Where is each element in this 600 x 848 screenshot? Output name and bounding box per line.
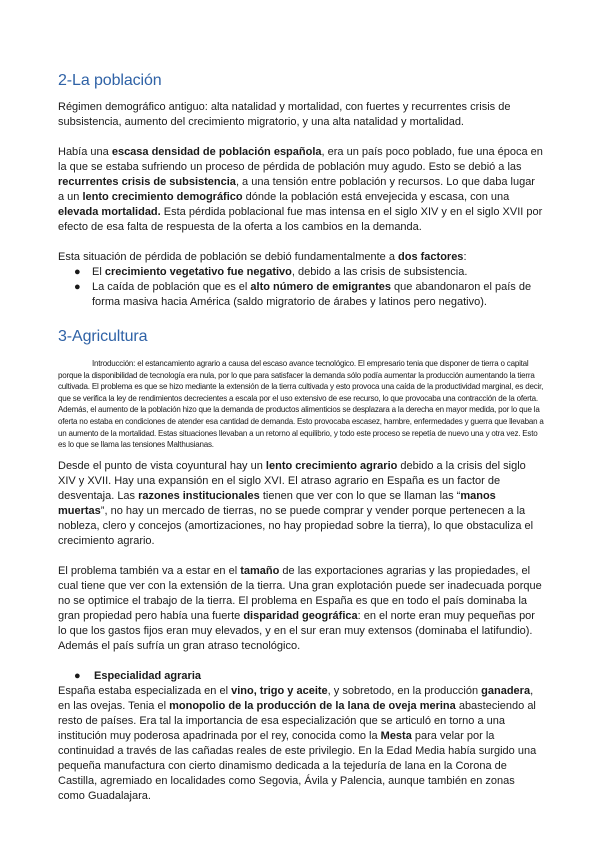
paragraph-especializacion: España estaba especializada en el vino, trigo y aceite, y sobretodo, en la producción ganadera, en las ovejas. Tenia el monopolio de la producción de la lana de oveja merina abasteciendo al resto de países. Era tal la importancia de esa especialización que se articuló en torno a una institución muy poderosa apadrinada por el rey, conocida como la Mesta para velar por la continuidad a través de las cañadas reales de este privilegio. En la Edad Media había surgido una pequeña manufactura con cierto dinamismo dedicada a la tejeduría de lana en la Corona de Castilla, agremiado en localidades como Segovia, Ávila y Palencia, aunque también en zonas como Guadalajara. — [58, 684, 537, 802]
bullet-icon: ● — [74, 281, 81, 293]
list-item: ● El crecimiento vegetativo fue negativo, debido a las crisis de subsistencia. — [74, 266, 468, 278]
section-title-poblacion: 2-La población — [58, 72, 162, 89]
paragraph-regimen: Régimen demográfico antiguo: alta natalidad y mortalidad, con fuertes y recurrentes crisis de subsistencia, aumento del crecimiento migratorio, y una alta natalidad y mortalidad. — [58, 101, 511, 128]
paragraph-introduccion: Introducción: el estancamiento agrario a causa del escaso avance tecnológico. El empresario tenia que disponer de tierra o capital porque la disponibilidad de tecnología era nula, por lo que para satisfacer la demanda sólo podía aumentar la producción aumentando la tierra cultivada. El problema es que se hizo mediante la extensión de la tierra cultivada y esto provoca una caída de la productividad marginal, es decir, que se verifica la ley de rendimientos decrecientes a escala por el uso extensivo de ese recurso, lo que provocaba una contracción de la oferta. Además, el aumento de la población hizo que la demanda de productos alimenticios se desplazara a la derecha en mayor medida, por lo que la oferta no estaba en condiciones de atender esa cantidad de demanda. Esto provocaba escasez, hambre, enfermedades y guerra que llevaban a un aumento de la mortalidad. Estas situaciones llevaban a un retorno al equilibrio, y todo este proceso se repetía de nuevo una y otra vez. Esto es lo que se llama las tensiones Malthusianas. — [58, 359, 544, 450]
section-title-agricultura: 3-Agricultura — [58, 328, 148, 345]
factores-list — [58, 265, 544, 310]
paragraph-factores: Esta situación de pérdida de población se debió fundamentalmente a dos factores: — [58, 251, 467, 263]
bullet-icon: ● — [74, 669, 81, 682]
bullet-icon: ● — [74, 266, 81, 278]
bullet-heading-especialidad: ● Especialidad agraria — [74, 669, 201, 682]
list-item: ● La caída de población que es el alto número de emigrantes que abandonaron el país de forma masiva hacia América (saldo migratorio de árabes y latinos pero negativo). — [74, 281, 532, 308]
paragraph-densidad: Había una escasa densidad de población española, era un país poco poblado, fue una época en la que se estaba sufriendo un proceso de pérdida de población muy agudo. Esto se debió a las recurrentes crisis de subsistencia, a una tensión entre población y recursos. Lo que daba lugar a un lento crecimiento demográfico dónde la población está envejecida y escasa, con una elevada mortalidad. Esta pérdida poblacional fue mas intensa en el siglo XIV y en el siglo XVII por efecto de esa falta de respuesta de la oferta a los cambios en la demanda. — [58, 146, 543, 233]
paragraph-coyuntural: Desde el punto de vista coyuntural hay un lento crecimiento agrario debido a la crisis del siglo XIV y XVII. Hay una expansión en el siglo XVI. El atraso agrario en España es un factor de desventaja. Las razones institucionales tienen que ver con lo que se llaman las “manos muertas”, no hay un mercado de tierras, no se puede comprar y vender porque pertenecen a la nobleza, clero y concejos (amortizaciones, no hay propiedad sobre la tierra), lo que obstaculiza el crecimiento agrario. — [58, 459, 534, 547]
paragraph-tamano: El problema también va a estar en el tamaño de las exportaciones agrarias y las propiedades, el cual tiene que ver con la extensión de la tierra. Una gran explotación puede ser inadecuada porque no se optimice el trabajo de la tierra. El problema en España es que en todo el país dominaba la gran propiedad pero había una fuerte disparidad geográfica: en el norte eran muy pequeñas por lo que los gastos fijos eran muy elevados, y en el sur eran muy extensos (dominaba el latifundio). Además el país sufría un gran atraso tecnológico. — [58, 564, 542, 652]
